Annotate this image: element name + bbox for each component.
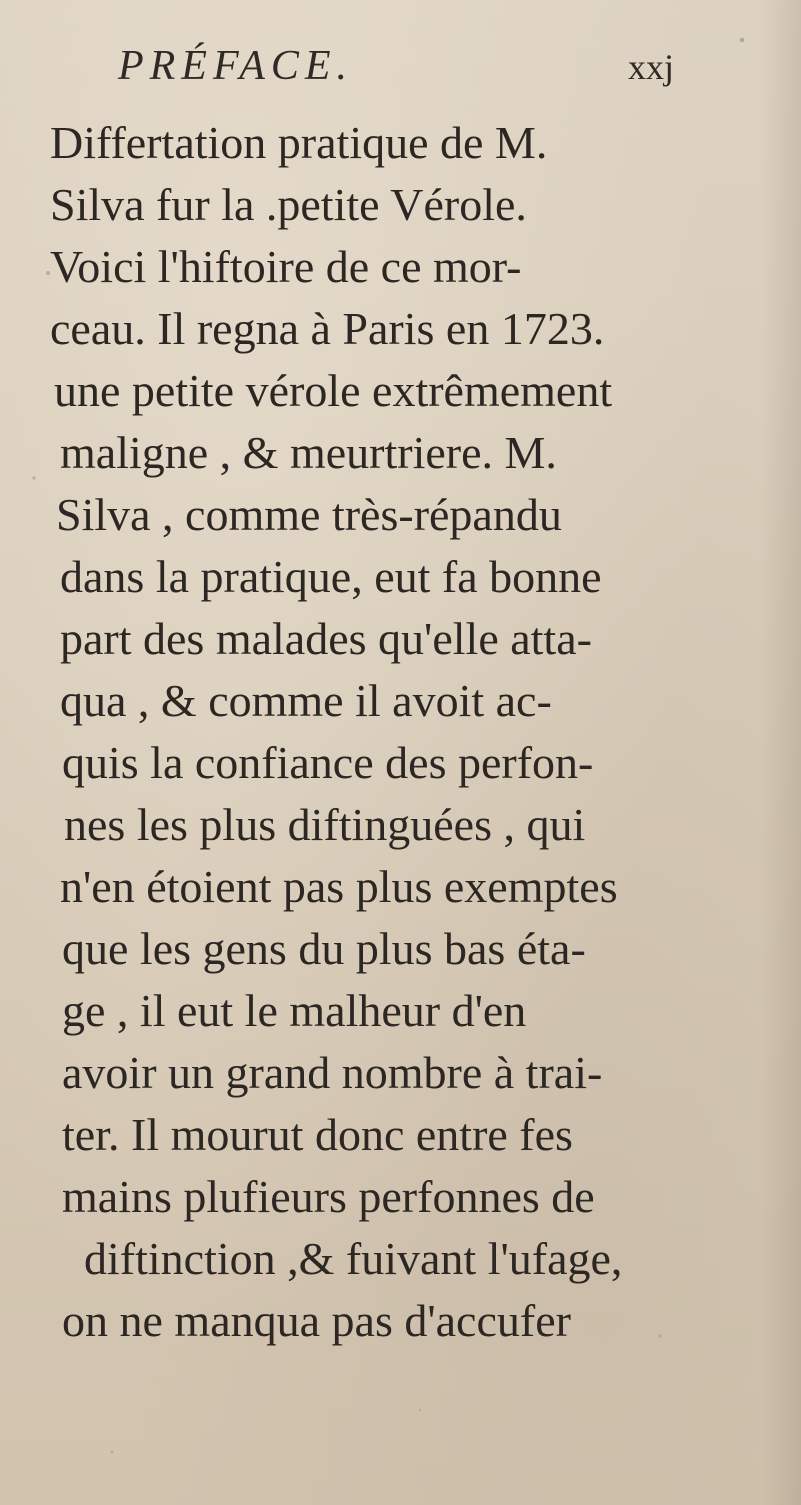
text-line: ter. Il mourut donc entre fes [62,1109,573,1160]
text-line: ge , il eut le malheur d'en [62,985,527,1036]
text-line: diftinction ,& fuivant l'ufage, [84,1233,623,1284]
running-head [118,42,678,102]
text-line: avoir un grand nombre à trai- [62,1047,603,1098]
text-line: part des malades qu'elle atta- [60,613,592,664]
text-line: ceau. Il regna à Paris en 1723. [50,303,605,354]
text-line: Differtation pratique de M. [50,117,548,168]
text-line: quis la confiance des perfon- [62,737,594,788]
text-line: on ne manqua pas d'accufer [62,1295,571,1346]
text-line: que les gens du plus bas éta- [62,923,586,974]
page-number: xxj [628,47,675,87]
running-title: PRÉFACE. [118,43,354,89]
text-line: maligne , & meurtriere. M. [60,427,557,478]
text-line: Voici l'hiftoire de ce mor- [50,241,522,292]
text-line: Silva , comme très-répandu [56,489,562,540]
text-line: dans la pratique, eut fa bonne [60,551,602,602]
text-line: nes les plus diftinguées , qui [64,799,586,850]
text-line: mains plufieurs perfonnes de [62,1171,595,1222]
text-line: Silva fur la .petite Vérole. [50,179,527,230]
page-edge-shadow [761,0,801,1505]
text-line: n'en étoient pas plus exemptes [60,861,618,912]
text-line: une petite vérole extrêmement [54,365,613,416]
text-line: qua , & comme il avoit ac- [60,675,552,726]
